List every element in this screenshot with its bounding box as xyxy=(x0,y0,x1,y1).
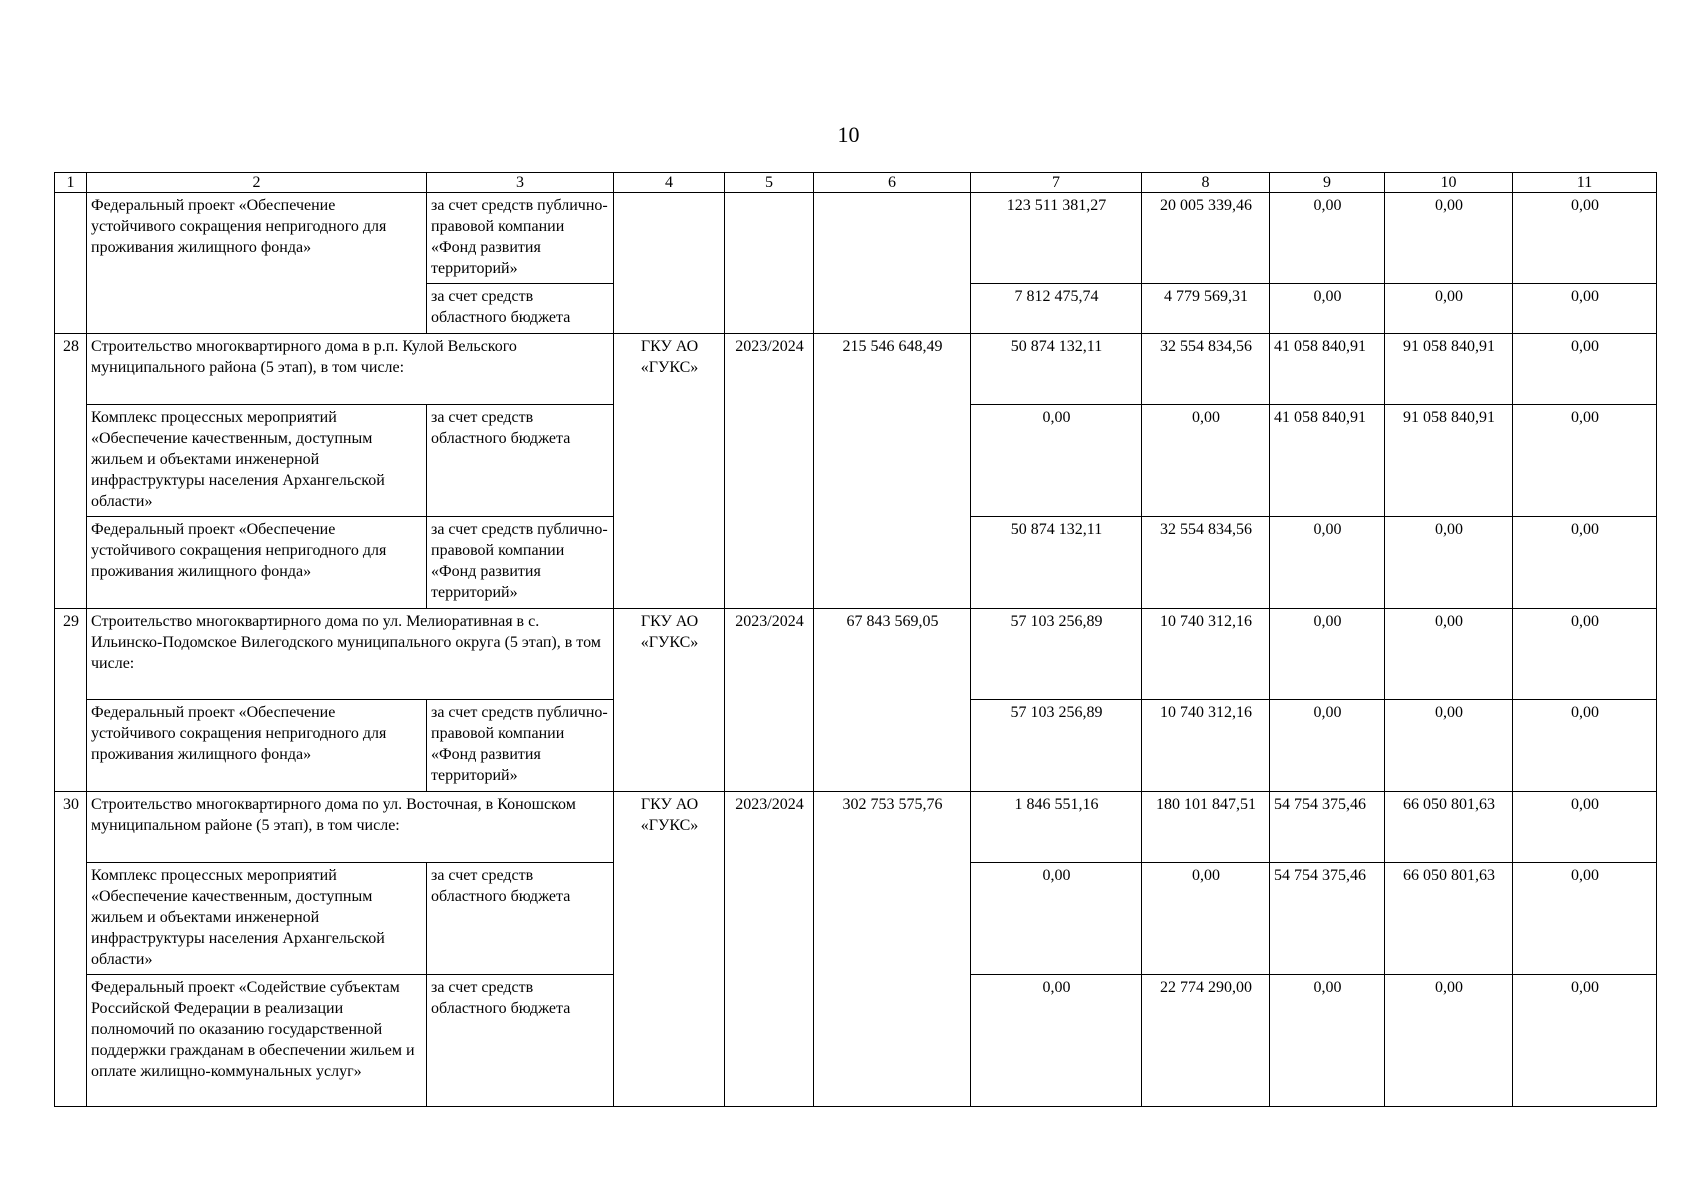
value-cell: 0,00 xyxy=(1513,609,1657,700)
value-cell: 0,00 xyxy=(971,975,1142,1107)
value-cell: 41 058 840,91 xyxy=(1270,334,1385,405)
funding-source-cell: за счет средств публично-правовой компании «Фонд развития территорий» xyxy=(427,517,614,609)
value-cell: 0,00 xyxy=(1513,975,1657,1107)
value-cell: 54 754 375,46 xyxy=(1270,792,1385,863)
table-row xyxy=(55,334,1657,405)
row-number-cell: 30 xyxy=(55,792,87,1107)
value-cell: 0,00 xyxy=(1385,700,1513,792)
project-name-cell: Федеральный проект «Обеспечение устойчивого сокращения непригодного для проживания жилищного фонда» xyxy=(87,517,427,609)
row-number-cell: 28 xyxy=(55,334,87,609)
value-cell: 0,00 xyxy=(971,405,1142,517)
project-name-cell: Комплекс процессных мероприятий «Обеспечение качественным, доступным жильем и объектами инженерной инфраструктуры населения Архангельской области» xyxy=(87,405,427,517)
cost-cell: 215 546 648,49 xyxy=(814,334,971,609)
value-cell: 66 050 801,63 xyxy=(1385,863,1513,975)
value-cell: 91 058 840,91 xyxy=(1385,334,1513,405)
value-cell: 50 874 132,11 xyxy=(971,334,1142,405)
value-cell: 123 511 381,27 xyxy=(971,193,1142,284)
funding-source-cell: за счет средств областного бюджета xyxy=(427,405,614,517)
customer-cell: ГКУ АО «ГУКС» xyxy=(614,792,725,1107)
value-cell: 0,00 xyxy=(1513,517,1657,609)
value-cell: 7 812 475,74 xyxy=(971,284,1142,334)
column-header: 4 xyxy=(614,173,725,193)
cost-cell: 302 753 575,76 xyxy=(814,792,971,1107)
period-cell xyxy=(725,193,814,334)
column-header: 1 xyxy=(55,173,87,193)
row-number-cell xyxy=(55,193,87,334)
customer-cell: ГКУ АО «ГУКС» xyxy=(614,334,725,609)
value-cell: 0,00 xyxy=(1270,609,1385,700)
column-header: 11 xyxy=(1513,173,1657,193)
customer-cell xyxy=(614,193,725,334)
cost-cell: 67 843 569,05 xyxy=(814,609,971,792)
value-cell: 22 774 290,00 xyxy=(1142,975,1270,1107)
column-header: 2 xyxy=(87,173,427,193)
value-cell: 0,00 xyxy=(1513,700,1657,792)
funding-source-cell: за счет средств областного бюджета xyxy=(427,863,614,975)
value-cell: 0,00 xyxy=(1513,334,1657,405)
value-cell: 0,00 xyxy=(1270,517,1385,609)
value-cell: 10 740 312,16 xyxy=(1142,700,1270,792)
value-cell: 0,00 xyxy=(1270,193,1385,284)
value-cell: 32 554 834,56 xyxy=(1142,334,1270,405)
value-cell: 180 101 847,51 xyxy=(1142,792,1270,863)
column-header: 9 xyxy=(1270,173,1385,193)
project-name-cell: Комплекс процессных мероприятий «Обеспечение качественным, доступным жильем и объектами инженерной инфраструктуры населения Архангельской области» xyxy=(87,863,427,975)
table-row xyxy=(55,609,1657,700)
object-name-cell: Строительство многоквартирного дома по ул. Мелиоративная в с. Ильинско-Подомское Вилегодского муниципального округа (5 этап), в том числе: xyxy=(87,609,614,700)
value-cell: 4 779 569,31 xyxy=(1142,284,1270,334)
value-cell: 0,00 xyxy=(1513,792,1657,863)
value-cell: 0,00 xyxy=(1513,193,1657,284)
value-cell: 0,00 xyxy=(1385,193,1513,284)
object-name-cell: Строительство многоквартирного дома в р.п. Кулой Вельского муниципального района (5 этап), в том числе: xyxy=(87,334,614,405)
cost-cell xyxy=(814,193,971,334)
column-number-row xyxy=(55,173,1657,193)
column-header: 3 xyxy=(427,173,614,193)
column-header: 6 xyxy=(814,173,971,193)
funding-source-cell: за счет средств публично-правовой компании «Фонд развития территорий» xyxy=(427,193,614,284)
value-cell: 0,00 xyxy=(1385,975,1513,1107)
value-cell: 20 005 339,46 xyxy=(1142,193,1270,284)
row-number-cell: 29 xyxy=(55,609,87,792)
column-header: 5 xyxy=(725,173,814,193)
budget-table xyxy=(54,172,1657,1107)
value-cell: 57 103 256,89 xyxy=(971,609,1142,700)
value-cell: 1 846 551,16 xyxy=(971,792,1142,863)
value-cell: 0,00 xyxy=(1142,863,1270,975)
period-cell: 2023/2024 xyxy=(725,609,814,792)
funding-source-cell: за счет средств областного бюджета xyxy=(427,284,614,334)
project-name-cell: Федеральный проект «Обеспечение устойчивого сокращения непригодного для проживания жилищного фонда» xyxy=(87,700,427,792)
page-number: 10 xyxy=(837,122,860,147)
value-cell: 54 754 375,46 xyxy=(1270,863,1385,975)
value-cell: 50 874 132,11 xyxy=(971,517,1142,609)
column-header: 8 xyxy=(1142,173,1270,193)
project-name-cell: Федеральный проект «Содействие субъектам Российской Федерации в реализации полномочий по оказанию государственной поддержки гражданам в обеспечении жильем и оплате жилищно-коммунальных услуг» xyxy=(87,975,427,1107)
funding-source-cell: за счет средств областного бюджета xyxy=(427,975,614,1107)
value-cell: 0,00 xyxy=(1513,405,1657,517)
value-cell: 41 058 840,91 xyxy=(1270,405,1385,517)
value-cell: 0,00 xyxy=(1270,700,1385,792)
value-cell: 0,00 xyxy=(1513,284,1657,334)
value-cell: 0,00 xyxy=(1385,609,1513,700)
value-cell: 0,00 xyxy=(1270,975,1385,1107)
table-row xyxy=(55,792,1657,863)
value-cell: 57 103 256,89 xyxy=(971,700,1142,792)
value-cell: 0,00 xyxy=(1142,405,1270,517)
value-cell: 0,00 xyxy=(1385,517,1513,609)
project-name-cell: Федеральный проект «Обеспечение устойчивого сокращения непригодного для проживания жилищного фонда» xyxy=(87,193,427,334)
column-header: 7 xyxy=(971,173,1142,193)
value-cell: 0,00 xyxy=(1385,284,1513,334)
customer-cell: ГКУ АО «ГУКС» xyxy=(614,609,725,792)
funding-source-cell: за счет средств публично-правовой компании «Фонд развития территорий» xyxy=(427,700,614,792)
period-cell: 2023/2024 xyxy=(725,792,814,1107)
value-cell: 0,00 xyxy=(1270,284,1385,334)
value-cell: 10 740 312,16 xyxy=(1142,609,1270,700)
column-header: 10 xyxy=(1385,173,1513,193)
value-cell: 66 050 801,63 xyxy=(1385,792,1513,863)
value-cell: 0,00 xyxy=(971,863,1142,975)
period-cell: 2023/2024 xyxy=(725,334,814,609)
table-row xyxy=(55,193,1657,284)
value-cell: 32 554 834,56 xyxy=(1142,517,1270,609)
value-cell: 91 058 840,91 xyxy=(1385,405,1513,517)
value-cell: 0,00 xyxy=(1513,863,1657,975)
object-name-cell: Строительство многоквартирного дома по ул. Восточная, в Коношском муниципальном районе (5 этап), в том числе: xyxy=(87,792,614,863)
